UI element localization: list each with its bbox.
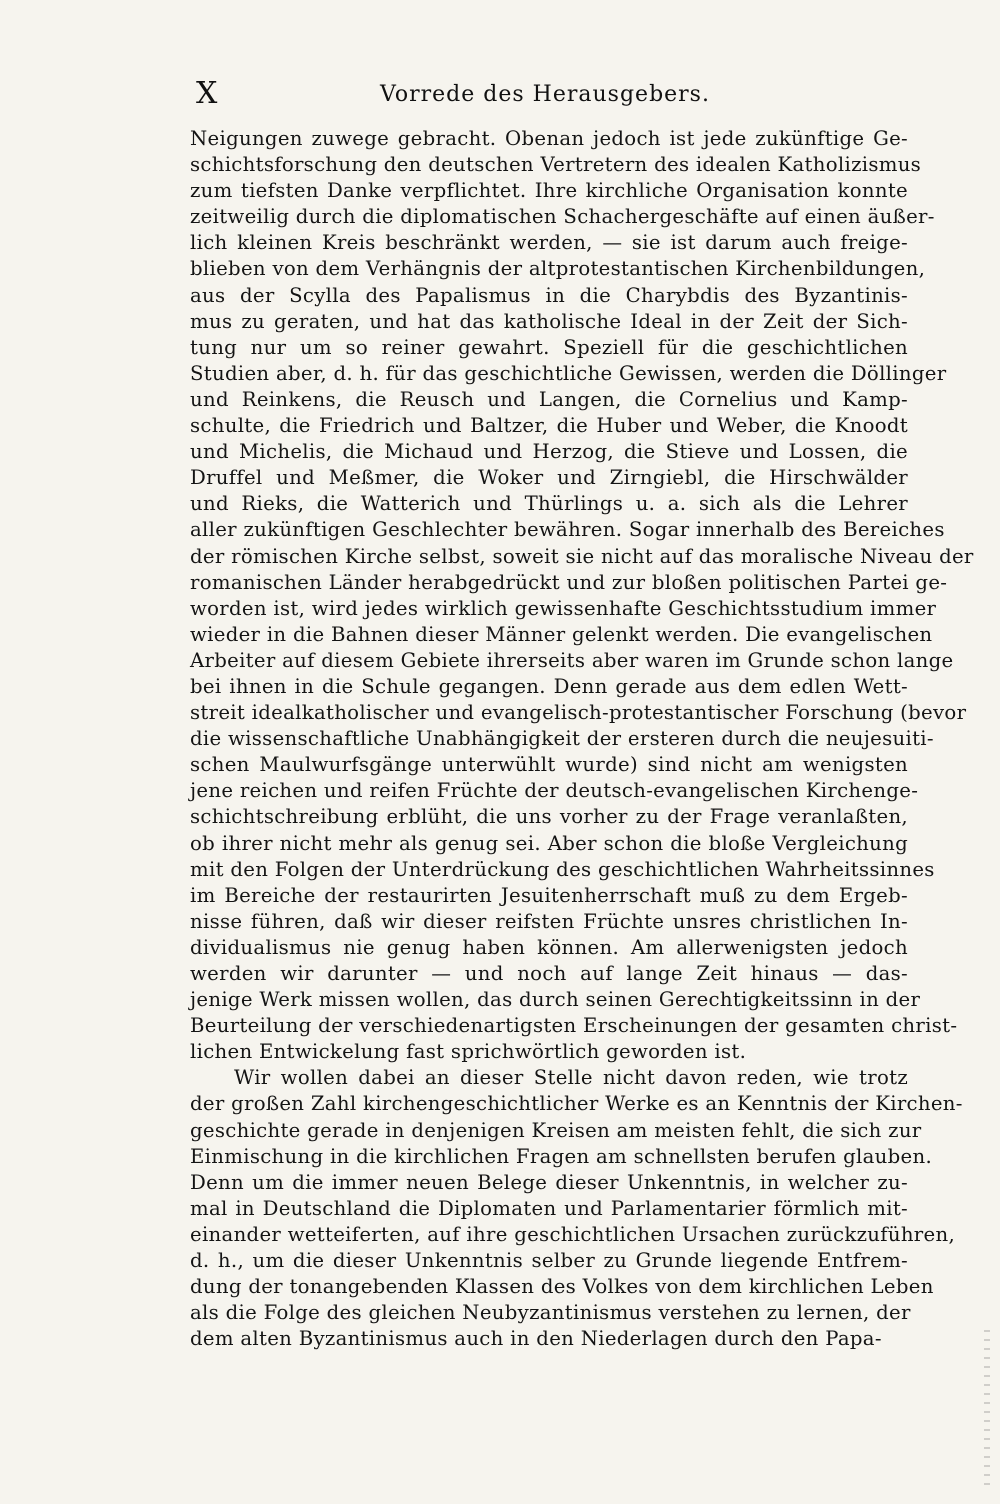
text-line: mal in Deutschland die Diplomaten und Parlamentarier förmlich mit- [190, 1196, 908, 1220]
text-line: die wissenschaftliche Unabhängigkeit der ersteren durch die neujesuiti- [190, 727, 934, 751]
text-line: ob ihrer nicht mehr als genug sei. Aber schon die bloße Vergleichung [190, 831, 908, 855]
text-line: romanischen Länder herabgedrückt und zur bloßen politischen Partei ge- [190, 570, 948, 594]
text-line: zeitweilig durch die diplomatischen Schachergeschäfte auf einen äußer- [190, 205, 935, 229]
text-line: bei ihnen in die Schule gegangen. Denn gerade aus dem edlen Wett- [190, 674, 908, 698]
text-line: streit idealkatholischer und evangelisch-protestantischer Forschung (bevor [190, 701, 967, 725]
text-line: geschichte gerade in denjenigen Kreisen am meisten fehlt, die sich zur [190, 1118, 922, 1142]
text-line: Druffel und Meßmer, die Woker und Zirngiebl, die Hirschwälder [190, 466, 908, 490]
text-line: aller zukünftigen Geschlechter bewähren. Sogar innerhalb des Bereiches [190, 518, 945, 542]
text-line: Denn um die immer neuen Belege dieser Unkenntnis, in welcher zu- [190, 1170, 908, 1194]
paragraph [190, 126, 974, 1065]
text-line: dung der tonangebenden Klassen des Volkes von dem kirchlichen Leben [190, 1275, 934, 1299]
text-line: schen Maulwurfsgänge unterwühlt wurde) sind nicht am wenigsten [190, 753, 908, 777]
text-line: und Michelis, die Michaud und Herzog, die Stieve und Lossen, die [190, 440, 908, 464]
text-line: im Bereiche der restaurirten Jesuitenherrschaft muß zu dem Ergeb- [190, 883, 908, 907]
running-head [190, 76, 900, 112]
text-line: schichtschreibung erblüht, die uns vorher zu der Frage veranlaßten, [190, 805, 908, 829]
body-text [190, 126, 974, 1352]
text-line: werden wir darunter — und noch auf lange Zeit hinaus — das- [190, 962, 908, 985]
text-line: tung nur um so reiner gewahrt. Speziell für die geschichtlichen [190, 335, 908, 359]
page-number: X [196, 76, 219, 111]
text-line: schichtsforschung den deutschen Vertretern des idealen Katholizismus [190, 153, 922, 177]
page-edge-marks [984, 1330, 990, 1490]
text-line: dividualismus nie genug haben können. Am allerwenigsten jedoch [190, 935, 908, 959]
text-line: der großen Zahl kirchengeschichtlicher Werke es an Kenntnis der Kirchen- [190, 1092, 963, 1116]
text-line: als die Folge des gleichen Neubyzantinismus verstehen zu lernen, der [190, 1301, 911, 1325]
text-line: mus zu geraten, und hat das katholische Ideal in der Zeit der Sich- [190, 309, 908, 333]
paragraph [190, 1065, 963, 1352]
text-line: mit den Folgen der Unterdrückung des geschichtlichen Wahrheitssinnes [190, 857, 935, 881]
text-line: lich kleinen Kreis beschränkt werden, — sie ist darum auch freige- [190, 231, 908, 255]
text-line: Neigungen zuwege gebracht. Obenan jedoch ist jede zukünftige Ge- [190, 127, 908, 150]
text-line: und Reinkens, die Reusch und Langen, die Cornelius und Kamp- [190, 387, 908, 411]
text-line: schulte, die Friedrich und Baltzer, die Huber und Weber, die Knoodt [190, 414, 908, 438]
text-line: d. h., um die dieser Unkenntnis selber zu Grunde liegende Entfrem- [190, 1249, 908, 1273]
running-title: Vorrede des Herausgebers. [380, 82, 710, 107]
text-line: Einmischung in die kirchlichen Fragen am schnellsten berufen glauben. [190, 1144, 933, 1168]
text-line: blieben von dem Verhängnis der altprotestantischen Kirchenbildungen, [190, 257, 926, 281]
text-line: Studien aber, d. h. für das geschichtliche Gewissen, werden die Döllinger [190, 361, 947, 385]
text-line: einander wetteiferten, auf ihre geschichtlichen Ursachen zurückzuführen, [190, 1222, 956, 1246]
text-line: zum tiefsten Danke verpflichtet. Ihre kirchliche Organisation konnte [190, 179, 908, 203]
text-line: nisse führen, daß wir dieser reifsten Früchte unsres christlichen In- [190, 909, 908, 933]
text-line: der römischen Kirche selbst, soweit sie nicht auf das moralische Niveau der [190, 544, 974, 568]
text-line: Beurteilung der verschiedenartigsten Erscheinungen der gesamten christ- [190, 1014, 958, 1038]
text-line: jene reichen und reifen Früchte der deutsch-evangelischen Kirchenge- [190, 779, 919, 803]
text-line: Wir wollen dabei an dieser Stelle nicht davon reden, wie trotz [234, 1066, 908, 1090]
text-line: lichen Entwickelung fast sprichwörtlich geworden ist. [190, 1040, 747, 1064]
text-line: und Rieks, die Watterich und Thürlings u. a. sich als die Lehrer [190, 492, 908, 516]
text-line: wieder in die Bahnen dieser Männer gelenkt werden. Die evangelischen [190, 622, 933, 646]
text-line: aus der Scylla des Papalismus in die Charybdis des Byzantinis- [190, 283, 908, 307]
text-line: Arbeiter auf diesem Gebiete ihrerseits aber waren im Grunde schon lange [190, 648, 954, 672]
text-line: jenige Werk missen wollen, das durch seinen Gerechtigkeitssinn in der [190, 988, 921, 1012]
text-line: worden ist, wird jedes wirklich gewissenhafte Geschichtsstudium immer [190, 596, 937, 620]
text-line: dem alten Byzantinismus auch in den Niederlagen durch den Papa- [190, 1327, 882, 1351]
